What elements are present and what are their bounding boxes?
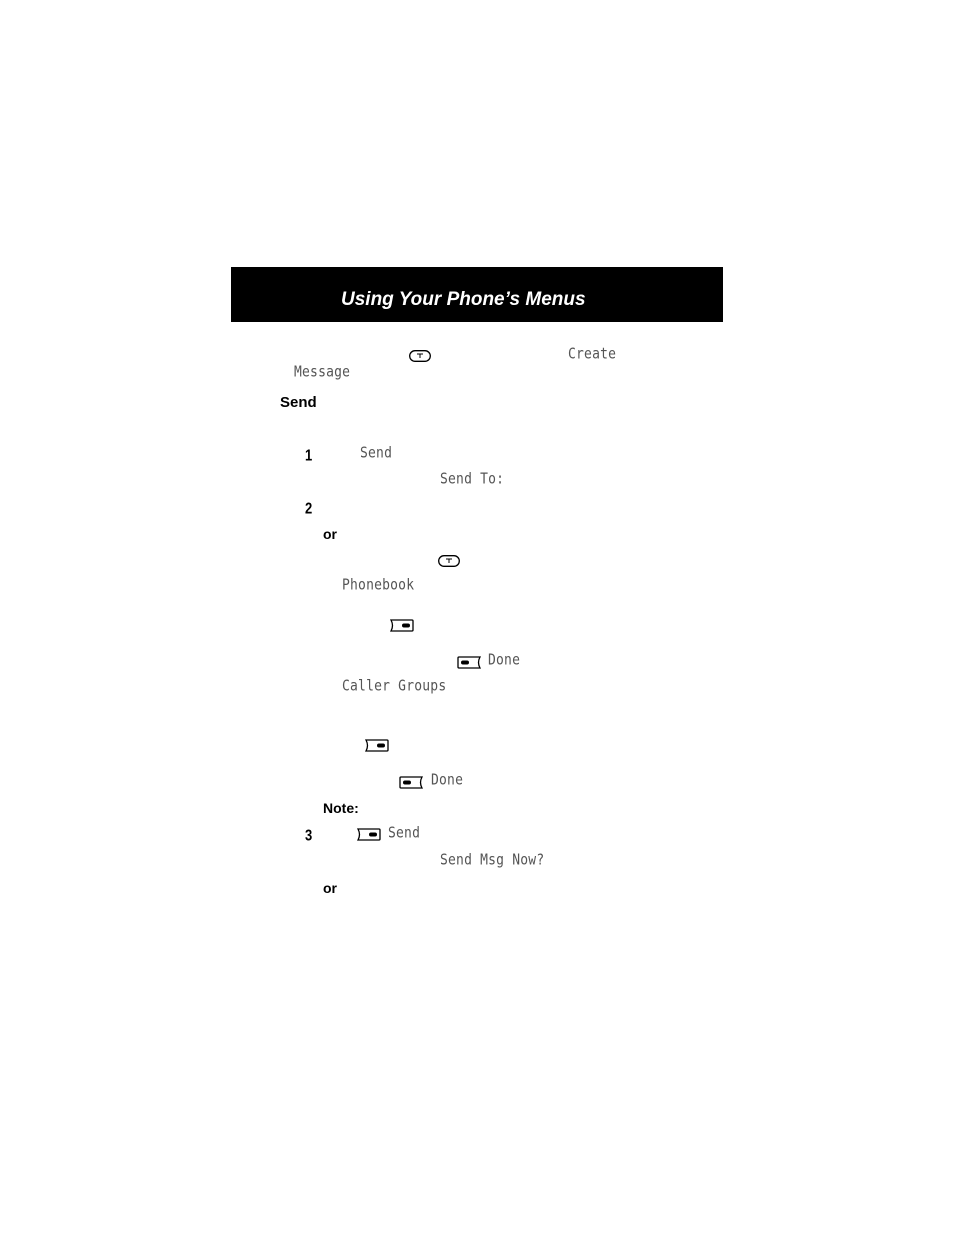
- display-text-send-to: Send To:: [440, 471, 505, 489]
- right-soft-key-icon: [390, 619, 414, 632]
- right-soft-key-icon: [357, 828, 381, 841]
- note-label: Note:: [323, 800, 359, 816]
- display-text-phonebook: Phonebook: [342, 577, 415, 595]
- chapter-title: Using Your Phone’s Menus: [341, 289, 586, 310]
- menu-key-icon: [438, 555, 460, 567]
- section-heading: Send: [280, 394, 317, 411]
- left-soft-key-icon: [457, 656, 481, 669]
- chapter-header: [231, 267, 723, 322]
- display-text-create: Create: [568, 346, 617, 364]
- display-text-send: Send: [388, 825, 421, 843]
- display-text-send-msg-now: Send Msg Now?: [440, 852, 545, 870]
- display-text-done: Done: [488, 652, 521, 670]
- step-number: 3: [305, 826, 313, 844]
- display-text-message: Message: [294, 364, 351, 382]
- display-text-done: Done: [431, 772, 464, 790]
- left-soft-key-icon: [399, 776, 423, 789]
- display-text-send: Send: [360, 445, 393, 463]
- or-label: or: [323, 880, 337, 896]
- menu-key-icon: [409, 350, 431, 362]
- or-label: or: [323, 526, 337, 542]
- display-text-caller-groups: Caller Groups: [342, 678, 447, 696]
- step-number: 1: [305, 446, 313, 464]
- right-soft-key-icon: [365, 739, 389, 752]
- step-number: 2: [305, 499, 313, 517]
